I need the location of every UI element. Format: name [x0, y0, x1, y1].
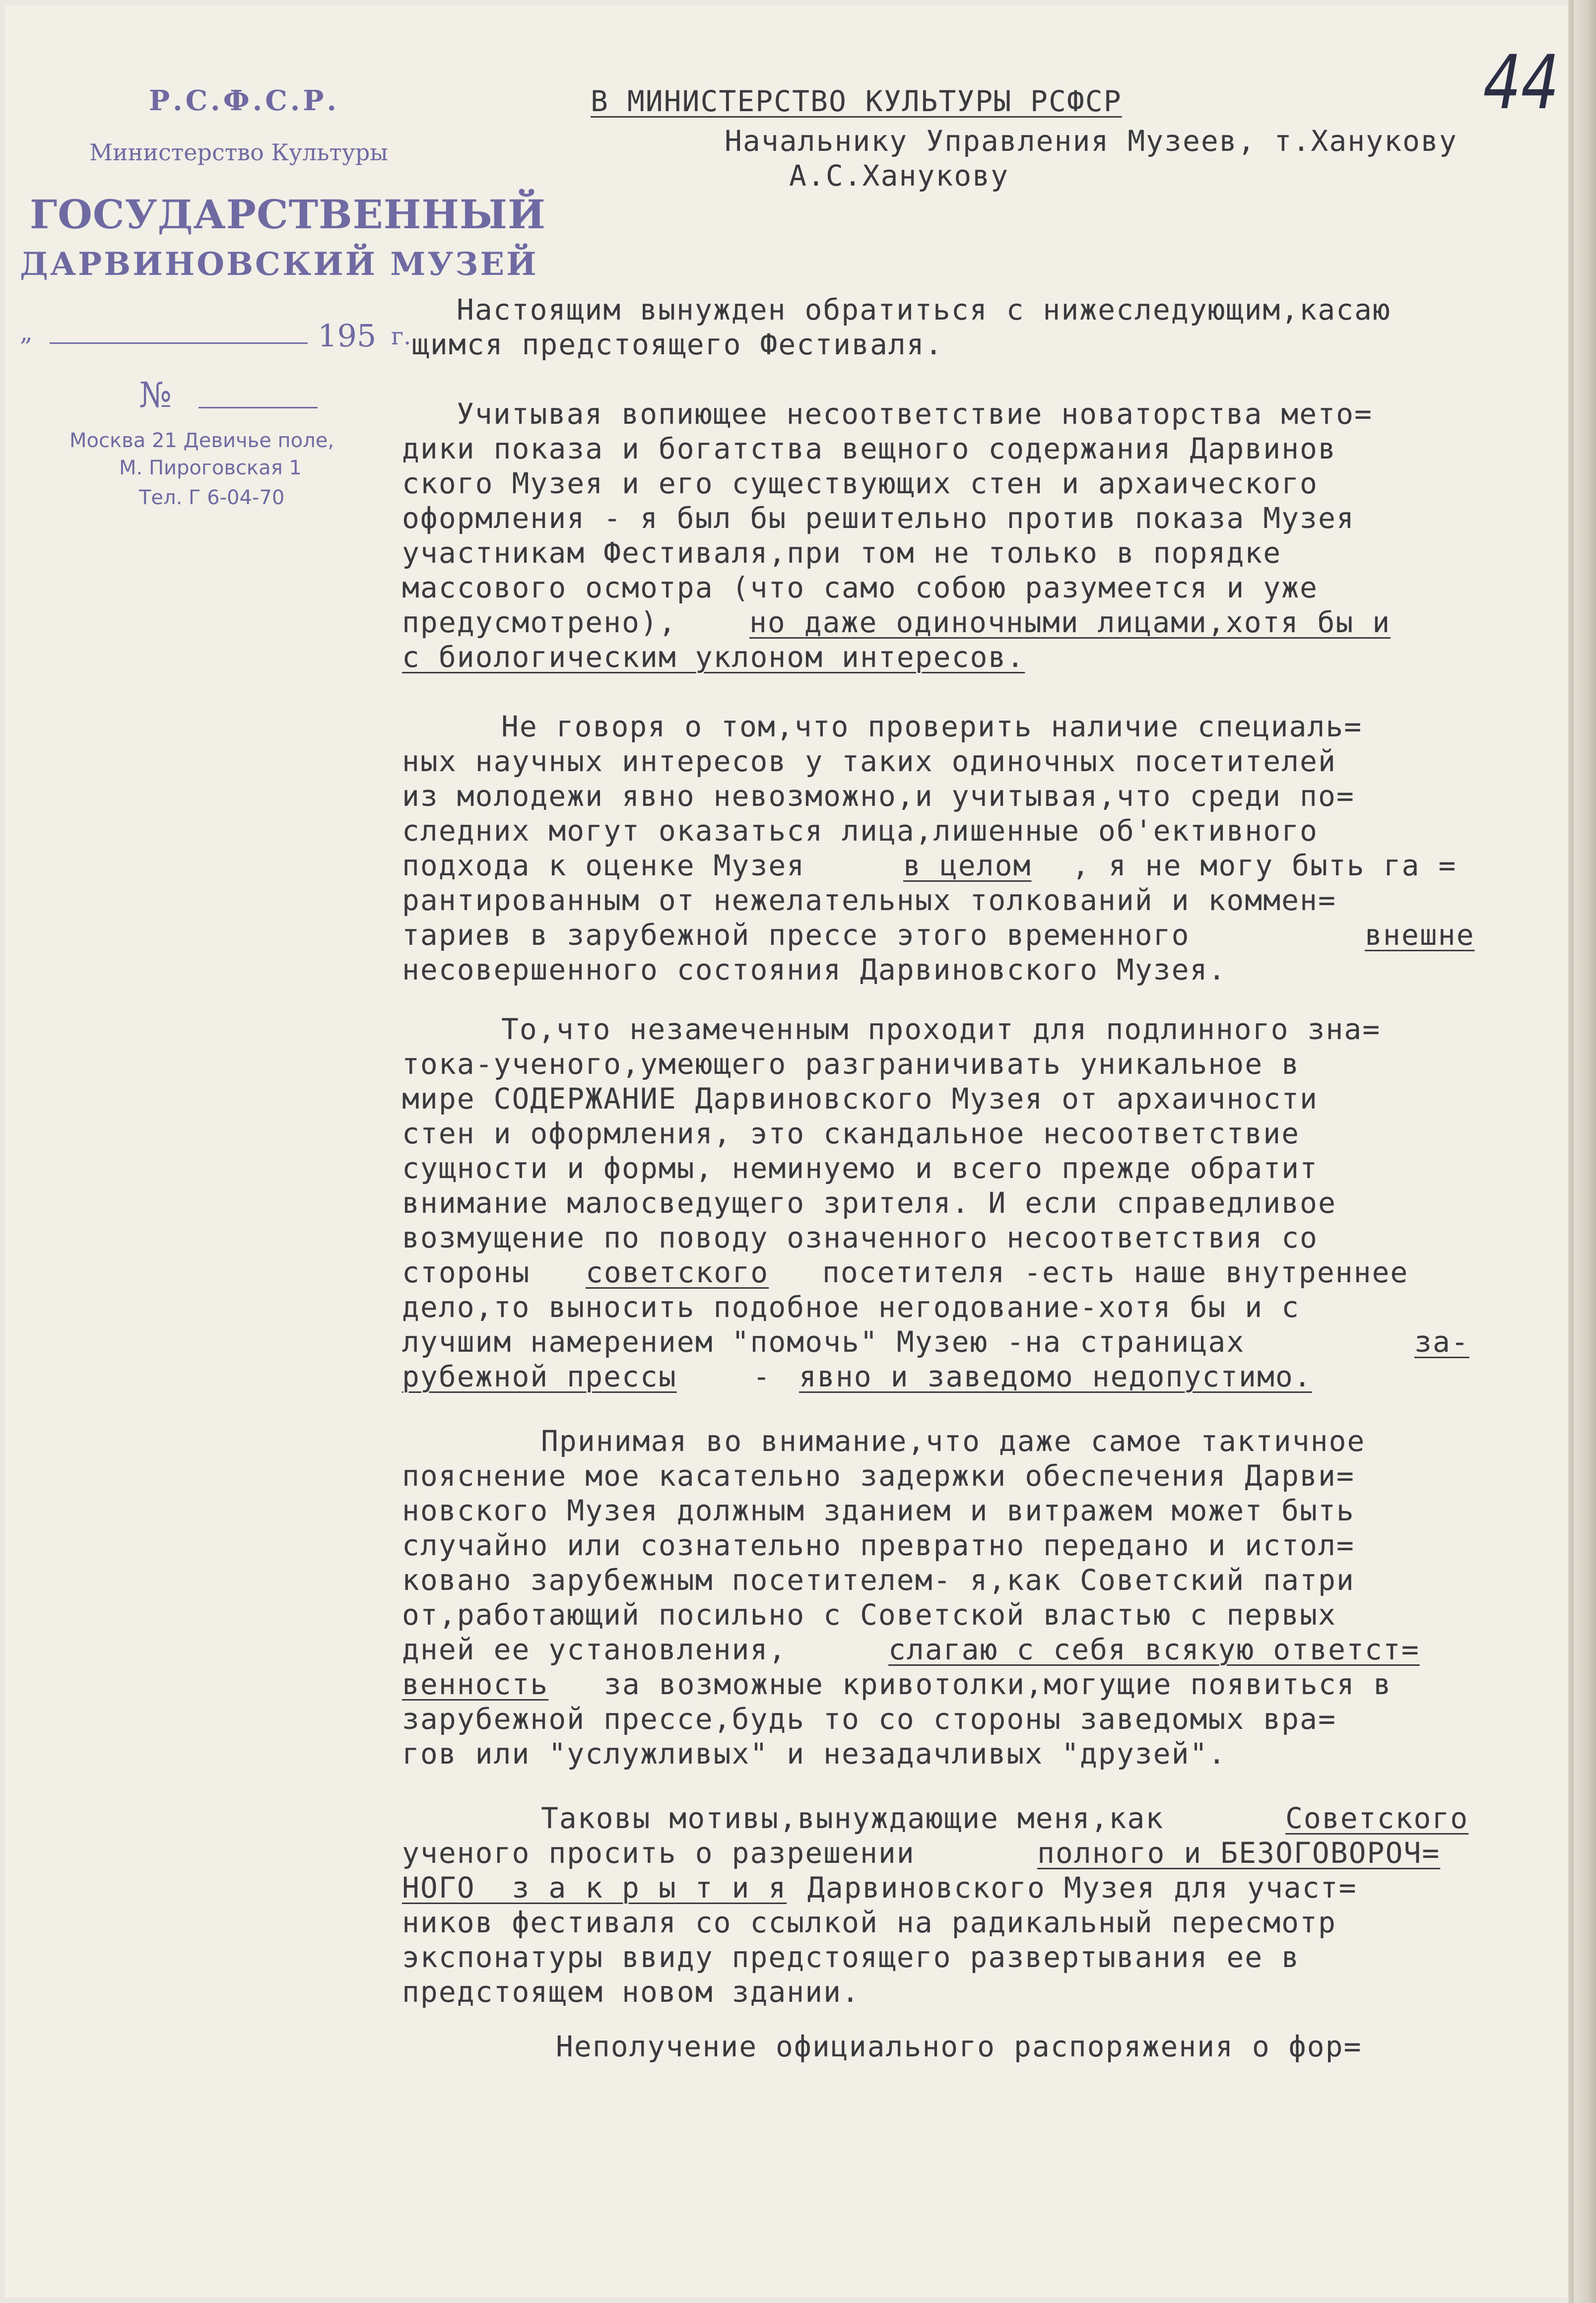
addressee-line1: В МИНИСТЕРСТВО КУЛЬТУРЫ РСФСР	[591, 84, 1122, 118]
p3-line: , я не могу быть га =	[1072, 849, 1457, 882]
p6-line: экспонатуры ввиду предстоящего развертывания ее в	[402, 1940, 1300, 1974]
p4-line: стороны	[402, 1255, 549, 1289]
addressee-line3: А.С.Ханукову	[789, 159, 1009, 193]
p5-line: пояснение мое касательно задержки обеспечения Дарви=	[402, 1459, 1355, 1493]
stamp-date-prefix: „	[20, 318, 33, 346]
p4-line: То,что незамеченным проходит для подлинного зна=	[501, 1012, 1381, 1046]
p6-underlined: НОГО з а к р ы т и я	[402, 1871, 787, 1905]
p6-underlined: полного и БЕЗОГОВОРОЧ=	[1037, 1836, 1441, 1870]
p2-underlined: но даже одиночными лицами,хотя бы и	[749, 605, 1391, 639]
stamp-org-line1: ГОСУДАРСТВЕННЫЙ	[30, 191, 546, 238]
p1-line: щимся предстоящего Фестиваля.	[412, 328, 943, 361]
p5-line: ковано зарубежным посетителем- я,как Советский патри	[402, 1563, 1355, 1597]
stamp-number-blank	[199, 407, 318, 408]
p5-line: зарубежной прессе,будь то со стороны заведомых вра=	[402, 1702, 1336, 1736]
p2-line: предусмотрено),	[402, 605, 695, 639]
p4-line: тока-ученого,умеющего разграничивать уникальное в	[402, 1047, 1300, 1081]
p2-line: массового осмотра (что само собою разумеется и уже	[402, 571, 1318, 604]
p2-line: участникам Фестиваля,при том не только в порядке	[402, 536, 1282, 570]
stamp-address2: М. Пироговская 1	[119, 457, 302, 479]
stamp-date-suffix: г.	[391, 323, 411, 350]
stamp-ministry: Министерство Культуры	[89, 139, 388, 166]
p3-underlined: в целом	[903, 849, 1032, 882]
p4-line: внимание малосведущего зрителя. И если справедливое	[402, 1186, 1336, 1220]
p5-line: Принимая во внимание,что даже самое тактичное	[541, 1424, 1366, 1458]
p3-line: тариев в зарубежной прессе этого временного	[402, 918, 1208, 952]
p2-line: оформления - я был бы решительно против показа Музея	[402, 501, 1355, 535]
stamp-org-line2: ДАРВИНОВСКИЙ МУЗЕЙ	[20, 246, 538, 283]
folio-number: 44	[1475, 40, 1567, 126]
p4-underlined: советского	[586, 1255, 769, 1289]
stamp-date-year: 195	[318, 318, 377, 354]
stamp-phone: Тел. Г 6-04-70	[139, 486, 285, 509]
p5-underlined: слагаю с себя всякую ответст=	[888, 1633, 1420, 1666]
p2-underlined: с биологическим уклоном интересов.	[402, 640, 1025, 674]
p2-line: Учитывая вопиющее несоответствие новаторства мето=	[457, 397, 1373, 431]
addressee-line2: Начальнику Управления Музеев, т.Ханукову	[725, 124, 1458, 158]
page-edge	[1568, 0, 1596, 2303]
p6-line: ученого просить о разрешении	[402, 1836, 933, 1870]
p5-line: новского Музея должным зданием и витражем может быть	[402, 1494, 1355, 1527]
p3-line: Не говоря о том,что проверить наличие специаль=	[501, 710, 1363, 743]
p4-line: возмущение по поводу означенного несоответствия со	[402, 1221, 1318, 1254]
p4-line: -	[734, 1360, 790, 1393]
stamp-date-blank	[50, 342, 308, 344]
p5-line: случайно или сознательно превратно передано и истол=	[402, 1528, 1355, 1562]
p5-line: гов или "услужливых" и незадачливых "друзей".	[402, 1737, 1227, 1771]
p4-underlined: рубежной прессы	[402, 1360, 677, 1393]
p3-line: из молодежи явно невозможно,и учитывая,что среди по=	[402, 779, 1355, 813]
p3-line: подхода к оценке Музея	[402, 849, 824, 882]
p6-line: ников фестиваля со ссылкой на радикальный пересмотр	[402, 1906, 1336, 1939]
p3-line: следних могут оказаться лица,лишенные об'ективного	[402, 814, 1318, 848]
p3-line: ных научных интересов у таких одиночных посетителей	[402, 744, 1336, 778]
p6-line: предстоящем новом здании.	[402, 1975, 860, 2009]
p1-line: Настоящим вынужден обратиться с нижеследующим,касаю	[457, 293, 1391, 327]
p2-line: дики показа и богатства вещного содержания Дарвинов	[402, 432, 1336, 465]
p6-underlined: Советского	[1285, 1801, 1469, 1835]
p7-line: Неполучение официального распоряжения о фор=	[556, 2030, 1362, 2063]
document-page	[5, 5, 1568, 2298]
p3-underlined: внешне	[1365, 918, 1475, 952]
p4-line: мире СОДЕРЖАНИЕ Дарвиновского Музея от архаичности	[402, 1082, 1318, 1116]
p4-underlined: за-	[1414, 1325, 1469, 1359]
stamp-republic: Р.С.Ф.С.Р.	[149, 84, 339, 117]
p4-line: лучшим намерением "помочь" Музею -на страницах	[402, 1325, 1264, 1359]
p5-line: от,работающий посильно с Советской властью с первых	[402, 1598, 1336, 1632]
p4-line: сущности и формы, неминуемо и всего прежде обратит	[402, 1151, 1318, 1185]
p4-line: дело,то выносить подобное негодование-хотя бы и с	[402, 1290, 1300, 1324]
p5-underlined: венность	[402, 1667, 549, 1701]
p3-line: несовершенного состояния Дарвиновского Музея.	[402, 953, 1227, 987]
stamp-number-label: №	[139, 375, 172, 415]
stamp-address: Москва 21 Девичье поле,	[69, 429, 334, 452]
p4-line: посетителя -есть наше внутреннее	[804, 1255, 1409, 1289]
p4-underlined: явно и заведомо недопустимо.	[799, 1360, 1312, 1393]
p6-line: Таковы мотивы,вынуждающие меня,как	[541, 1801, 1183, 1835]
p5-line: за возможные кривотолки,могущие появиться в	[586, 1667, 1392, 1701]
p5-line: дней ее установления,	[402, 1633, 805, 1666]
p3-line: рантированным от нежелательных толкований и коммен=	[402, 883, 1336, 917]
p6-line: Дарвиновского Музея для участ=	[789, 1871, 1357, 1905]
p4-line: стен и оформления, это скандальное несоответствие	[402, 1117, 1300, 1150]
p2-line: ского Музея и его существующих стен и архаического	[402, 466, 1318, 500]
